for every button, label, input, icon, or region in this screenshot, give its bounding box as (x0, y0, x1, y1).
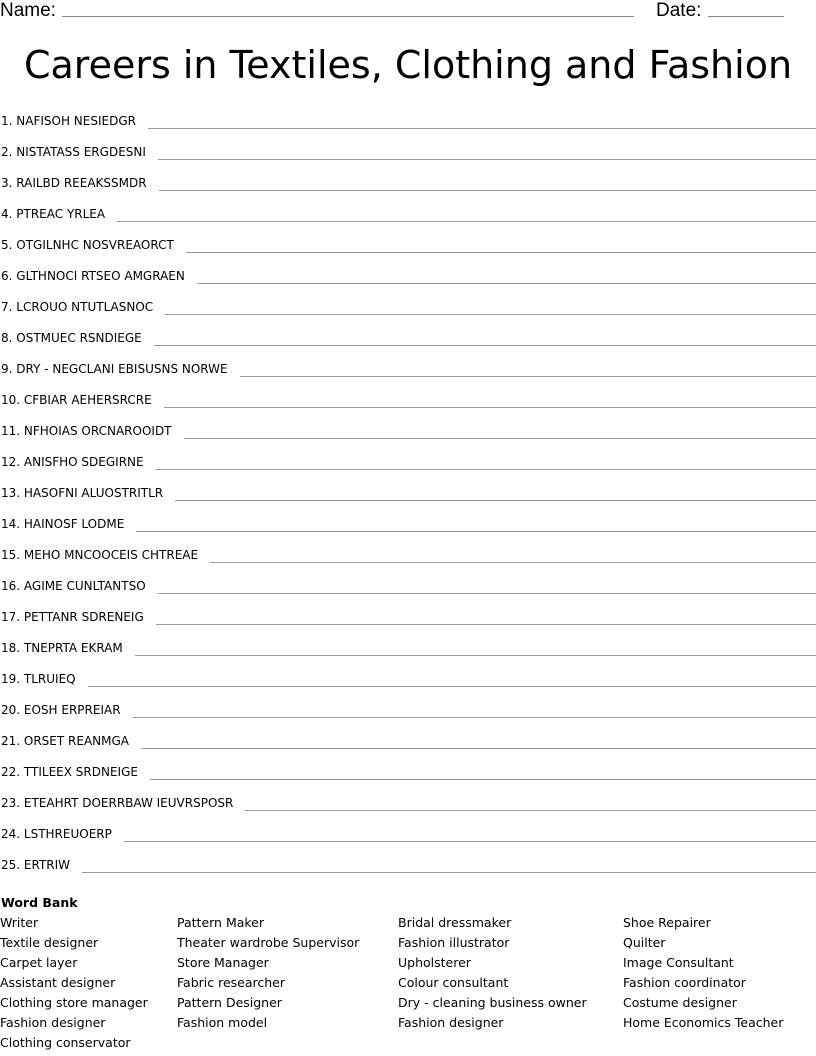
answer-line[interactable] (82, 855, 816, 873)
word-bank-item: Home Economics Teacher (623, 1015, 784, 1030)
word-bank-item: Colour consultant (398, 975, 509, 990)
question-text: 20. EOSH ERPREIAR (1, 703, 121, 717)
question-text: 10. CFBIAR AEHERSRCRE (1, 393, 152, 407)
word-bank-item: Shoe Repairer (623, 915, 711, 930)
question-text: 5. OTGILNHC NOSVREAORCT (1, 238, 174, 252)
answer-line[interactable] (165, 297, 816, 315)
question-text: 22. TTILEEX SRDNEIGE (1, 765, 138, 779)
question-row (0, 576, 816, 607)
answer-line[interactable] (117, 204, 816, 222)
word-bank-item: Carpet layer (0, 955, 78, 970)
question-row (0, 204, 816, 235)
question-row (0, 700, 816, 731)
word-bank-item: Costume designer (623, 995, 737, 1010)
word-bank (0, 893, 816, 1053)
answer-line[interactable] (210, 545, 816, 563)
question-row (0, 297, 816, 328)
question-row (0, 421, 816, 452)
question-text: 8. OSTMUEC RSNDIEGE (1, 331, 142, 345)
word-bank-item: Assistant designer (0, 975, 116, 990)
name-field-line[interactable] (62, 16, 634, 17)
word-bank-item: Store Manager (177, 955, 269, 970)
word-bank-column (0, 913, 148, 1053)
question-text: 6. GLTHNOCI RTSEO AMGRAEN (1, 269, 185, 283)
question-text: 11. NFHOIAS ORCNAROOIDT (1, 424, 172, 438)
question-row (0, 390, 816, 421)
question-row (0, 173, 816, 204)
question-row (0, 142, 816, 173)
question-text: 9. DRY - NEGCLANI EBISUSNS NORWE (1, 362, 228, 376)
question-text: 7. LCROUO NTUTLASNOC (1, 300, 154, 314)
answer-line[interactable] (186, 235, 816, 253)
question-text: 1. NAFISOH NESIEDGR (1, 114, 136, 128)
answer-line[interactable] (184, 421, 816, 439)
word-bank-column (398, 913, 587, 1033)
question-text: 16. AGIME CUNLTANTSO (1, 579, 146, 593)
word-bank-item: Clothing store manager (0, 995, 148, 1010)
answer-line[interactable] (158, 142, 816, 160)
question-row (0, 235, 816, 266)
word-bank-item: Textile designer (0, 935, 99, 950)
word-bank-item: Fashion illustrator (398, 935, 510, 950)
answer-line[interactable] (150, 762, 816, 780)
word-bank-column (177, 913, 359, 1033)
question-row (0, 824, 816, 855)
question-row (0, 514, 816, 545)
question-row (0, 638, 816, 669)
word-bank-column (623, 913, 783, 1033)
question-text: 3. RAILBD REEAKSSMDR (1, 176, 147, 190)
word-bank-item: Clothing conservator (0, 1035, 131, 1050)
question-text: 25. ERTRIW (1, 858, 71, 872)
question-text: 23. ETEAHRT DOERRBAW IEUVRSPOSR (1, 796, 234, 810)
question-row (0, 111, 816, 142)
question-row (0, 669, 816, 700)
date-label: Date: (656, 0, 702, 21)
question-text: 2. NISTATASS ERGDESNI (1, 145, 146, 159)
answer-line[interactable] (136, 514, 816, 532)
answer-line[interactable] (158, 576, 816, 594)
answer-line[interactable] (159, 173, 816, 191)
question-row (0, 762, 816, 793)
question-row (0, 731, 816, 762)
question-text: 17. PETTANR SDRENEIG (1, 610, 144, 624)
question-row (0, 483, 816, 514)
word-bank-item: Fashion model (177, 1015, 268, 1030)
word-bank-item: Bridal dressmaker (398, 915, 512, 930)
word-bank-item: Pattern Designer (177, 995, 282, 1010)
word-bank-item: Dry - cleaning business owner (398, 995, 587, 1010)
question-row (0, 855, 816, 886)
question-row (0, 328, 816, 359)
answer-line[interactable] (141, 731, 816, 749)
answer-line[interactable] (164, 390, 816, 408)
answer-line[interactable] (88, 669, 816, 687)
word-bank-item: Pattern Maker (177, 915, 265, 930)
answer-line[interactable] (148, 111, 816, 129)
answer-line[interactable] (240, 359, 816, 377)
word-bank-item: Quilter (623, 935, 666, 950)
answer-line[interactable] (156, 452, 816, 470)
header (0, 0, 816, 22)
word-bank-item: Fashion designer (398, 1015, 504, 1030)
word-bank-columns (0, 913, 816, 1053)
word-bank-item: Fashion designer (0, 1015, 106, 1030)
question-text: 12. ANISFHO SDEGIRNE (1, 455, 144, 469)
answer-line[interactable] (124, 824, 816, 842)
question-row (0, 452, 816, 483)
name-label: Name: (0, 0, 56, 21)
question-row (0, 359, 816, 390)
question-row (0, 793, 816, 824)
question-text: 15. MEHO MNCOOCEIS CHTREAE (1, 548, 199, 562)
word-bank-item: Theater wardrobe Supervisor (177, 935, 360, 950)
question-text: 21. ORSET REANMGA (1, 734, 129, 748)
page-title: Careers in Textiles, Clothing and Fashion (23, 43, 793, 87)
word-bank-item: Image Consultant (623, 955, 734, 970)
question-text: 19. TLRUIEQ (1, 672, 76, 686)
word-bank-title: Word Bank (1, 895, 78, 910)
answer-line[interactable] (245, 793, 816, 811)
question-text: 14. HAINOSF LODME (1, 517, 125, 531)
date-field-line[interactable] (708, 16, 784, 17)
word-bank-item: Writer (0, 915, 39, 930)
question-row (0, 266, 816, 297)
answer-line[interactable] (133, 700, 816, 718)
question-row (0, 607, 816, 638)
word-bank-item: Fabric researcher (177, 975, 286, 990)
word-bank-item: Upholsterer (398, 955, 471, 970)
question-text: 24. LSTHREUOERP (1, 827, 112, 841)
question-row (0, 545, 816, 576)
answer-line[interactable] (154, 328, 816, 346)
question-list (0, 111, 816, 886)
answer-line[interactable] (197, 266, 816, 284)
question-text: 18. TNEPRTA EKRAM (1, 641, 123, 655)
question-text: 13. HASOFNI ALUOSTRITLR (1, 486, 164, 500)
word-bank-item: Fashion coordinator (623, 975, 746, 990)
question-text: 4. PTREAC YRLEA (1, 207, 106, 221)
answer-line[interactable] (175, 483, 816, 501)
answer-line[interactable] (135, 638, 816, 656)
answer-line[interactable] (156, 607, 816, 625)
